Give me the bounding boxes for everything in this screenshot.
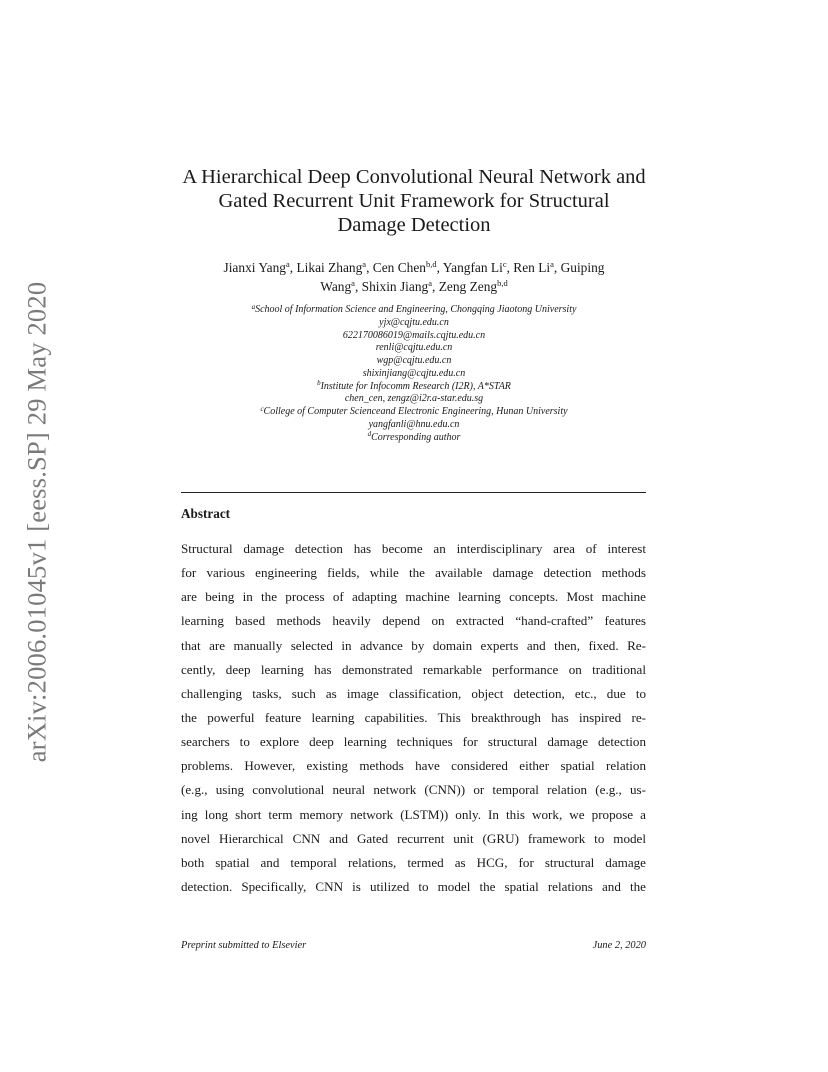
author-affil-mark: a — [428, 278, 433, 288]
email-line: chen_cen, zengz@i2r.a-star.edu.sg — [344, 393, 484, 405]
author-list — [160, 259, 668, 297]
affiliations — [160, 304, 668, 444]
abstract-line-text: ing long short term memory network (LSTM)) only. In this work, we propose a — [181, 806, 646, 822]
abstract-line — [181, 682, 646, 706]
author-line — [160, 278, 668, 297]
author-name: Wang — [320, 279, 352, 294]
author-name: , Shixin Jiang — [354, 279, 429, 294]
author-line — [160, 259, 668, 278]
abstract-line-text: Structural damage detection has become an interdisciplinary area of interest — [181, 541, 646, 556]
abstract-line — [181, 634, 646, 658]
author-affil-mark: b,d — [497, 278, 508, 288]
affiliation-text: Corresponding author — [371, 431, 461, 443]
author-name: , Yangfan Li — [436, 260, 503, 275]
abstract-line-text: learning based methods heavily depend on extracted “hand-crafted” features — [181, 613, 646, 629]
abstract-line — [181, 706, 646, 730]
affiliation-text: School of Information Science and Engineering, Chongqing Jiaotong University — [255, 304, 577, 315]
affiliation-line — [160, 406, 668, 419]
abstract-line — [181, 561, 646, 585]
footer-preprint-note: Preprint submitted to Elsevier — [181, 940, 307, 951]
email-line: renli@cqjtu.edu.cn — [375, 342, 453, 354]
abstract-line-text: cently, deep learning has demonstrated remarkable performance on traditional — [181, 661, 646, 677]
affiliation-text: Institute for Infocomm Research (I2R), A*STAR — [320, 380, 511, 392]
abstract-line-text: both spatial and temporal relations, termed as HCG, for structural damage — [181, 854, 646, 870]
abstract-heading: Abstract — [181, 506, 231, 521]
abstract-line-text: that are manually selected in advance by domain experts and then, fixed. Re- — [181, 637, 646, 653]
abstract-line-text: challenging tasks, such as image classification, object detection, etc., due to — [181, 685, 646, 701]
author-affil-mark: b,d — [425, 259, 437, 269]
author-name: , Ren Li — [506, 260, 551, 275]
author-name: Jianxi Yang — [223, 260, 286, 275]
abstract-line — [181, 803, 646, 827]
abstract-line — [181, 730, 646, 754]
affiliation-text: College of Computer Scienceand Electronic Engineering, Hunan University — [263, 406, 568, 417]
abstract-line-text: detection. Specifically, CNN is utilized to model the spatial relations and the — [181, 878, 646, 894]
email-line: wgp@cqjtu.edu.cn — [376, 355, 452, 366]
affil-mark: b — [317, 379, 321, 387]
abstract-line — [181, 778, 646, 802]
paper-title — [160, 165, 668, 237]
author-name: , Zeng Zeng — [432, 279, 498, 294]
abstract-line — [181, 658, 646, 682]
author-name: , Likai Zhang — [289, 260, 363, 275]
author-affil-mark: a — [351, 278, 355, 288]
abstract-line — [181, 585, 646, 609]
section-divider — [181, 492, 646, 493]
abstract-line-text: the powerful feature learning capabilities. This breakthrough has inspired re- — [181, 709, 646, 725]
footer-date: June 2, 2020 — [592, 940, 646, 951]
title-line: A Hierarchical Deep Convolutional Neural Network and — [182, 166, 646, 188]
arxiv-stamp-text: arXiv:2006.01045v1 [eess.SP] 29 May 2020 — [21, 281, 52, 763]
affil-mark: d — [367, 430, 372, 438]
abstract-body — [181, 537, 646, 899]
abstract-line-text: novel Hierarchical CNN and Gated recurrent unit (GRU) framework to model — [181, 830, 646, 846]
author-name: , Guiping — [553, 260, 605, 275]
abstract-line-text: problems. However, existing methods have considered either spatial relation — [181, 758, 646, 774]
abstract-line — [181, 875, 646, 899]
abstract-line — [181, 754, 646, 778]
abstract-line — [181, 537, 646, 561]
author-name: , Cen Chen — [366, 260, 426, 275]
title-line: Damage Detection — [337, 214, 491, 236]
author-affil-mark: a — [362, 259, 367, 269]
affiliation-line — [160, 381, 668, 394]
affiliation-line — [160, 432, 668, 445]
affil-mark: a — [251, 302, 256, 311]
affil-mark: c — [260, 404, 264, 413]
abstract-line-text: are being in the process of adapting machine learning concepts. Most machine — [181, 589, 646, 605]
email-line: yangfanli@hnu.edu.cn — [368, 418, 460, 430]
abstract-line — [181, 851, 646, 875]
abstract-line-text: (e.g., using convolutional neural network (CNN)) or temporal relation (e.g., us- — [181, 782, 646, 798]
email-line: yjx@cqjtu.edu.cn — [379, 316, 449, 328]
email-line: 622170086019@mails.cqjtu.edu.cn — [342, 329, 486, 341]
title-line: Gated Recurrent Unit Framework for Structural — [218, 190, 610, 212]
author-affil-mark: a — [286, 259, 290, 269]
abstract-line-text: for various engineering fields, while the available damage detection methods — [181, 565, 646, 581]
author-affil-mark: a — [550, 259, 554, 269]
abstract-line — [181, 827, 646, 851]
abstract-line-text: searchers to explore deep learning techniques for structural damage detection — [181, 734, 646, 750]
email-line: shixinjiang@cqjtu.edu.cn — [362, 367, 466, 379]
abstract-line — [181, 609, 646, 633]
author-affil-mark: c — [502, 259, 507, 269]
affiliation-line — [160, 304, 668, 317]
